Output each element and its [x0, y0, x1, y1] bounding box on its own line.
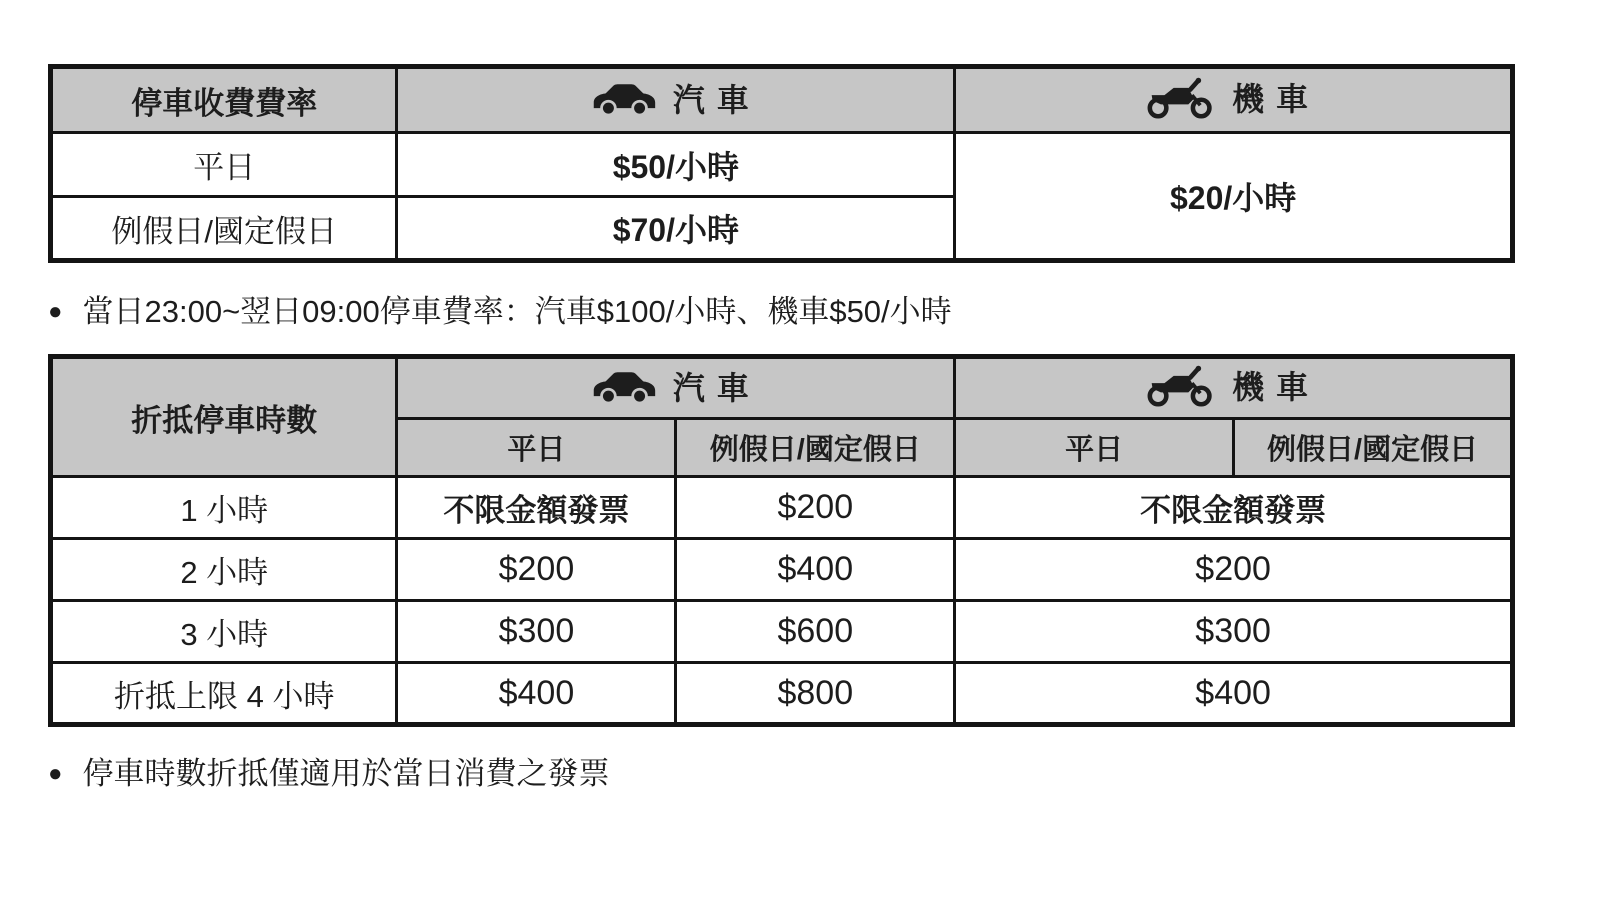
- moto-2h: $200: [955, 539, 1513, 601]
- car-weekday-rate: $50/小時: [397, 133, 955, 197]
- rates-table-title: 停車收費費率: [51, 67, 397, 133]
- deduction-row-label: 1 小時: [51, 477, 397, 539]
- motorcycle-icon: [1146, 75, 1216, 119]
- deduction-row-2h: [51, 539, 1513, 601]
- deduction-row-label: 2 小時: [51, 539, 397, 601]
- note-deduction: [48, 749, 1515, 799]
- deduction-row-label: 折抵上限 4 小時: [51, 663, 397, 725]
- deduction-row-1h: [51, 477, 1513, 539]
- motorcycle-rate: $20/小時: [955, 133, 1513, 261]
- motorcycle-group-label: 機車: [1232, 368, 1321, 405]
- bullet-icon: ●: [48, 760, 63, 787]
- car-holiday-rate: $70/小時: [397, 197, 955, 261]
- deduction-row-max4h: [51, 663, 1513, 725]
- car-group-header: [397, 357, 955, 419]
- motorcycle-icon: [1146, 363, 1216, 407]
- motorcycle-group-header: [955, 357, 1513, 419]
- deduction-table-title: 折抵停車時數: [51, 357, 397, 477]
- deduction-table: [48, 354, 1515, 727]
- car-column-label: 汽車: [672, 82, 761, 118]
- car-column-header: [397, 67, 955, 133]
- car-weekday-3h: $300: [397, 601, 676, 663]
- car-weekday-4h: $400: [397, 663, 676, 725]
- moto-1h: 不限金額發票: [955, 477, 1513, 539]
- deduction-row-label: 3 小時: [51, 601, 397, 663]
- car-holiday-4h: $800: [676, 663, 955, 725]
- rate-row-label-holiday: 例假日/國定假日: [51, 197, 397, 261]
- car-holiday-2h: $400: [676, 539, 955, 601]
- car-group-label: 汽車: [672, 370, 761, 406]
- parking-rates-table: [48, 64, 1515, 263]
- motorcycle-column-label: 機車: [1232, 80, 1321, 117]
- car-weekday-2h: $200: [397, 539, 676, 601]
- car-holiday-1h: $200: [676, 477, 955, 539]
- car-icon: [591, 79, 657, 117]
- moto-3h: $300: [955, 601, 1513, 663]
- moto-weekday-subheader: 平日: [955, 419, 1234, 477]
- note-overnight: [48, 287, 1515, 337]
- moto-holiday-subheader: 例假日/國定假日: [1234, 419, 1513, 477]
- deduction-row-3h: [51, 601, 1513, 663]
- car-holiday-subheader: 例假日/國定假日: [676, 419, 955, 477]
- moto-4h: $400: [955, 663, 1513, 725]
- note-overnight-text: 當日23:00~翌日09:00停車費率：汽車$100/小時、機車$50/小時: [82, 294, 952, 329]
- car-holiday-3h: $600: [676, 601, 955, 663]
- note-deduction-text: 停車時數折抵僅適用於當日消費之發票: [82, 756, 610, 791]
- page-content: [48, 64, 1515, 799]
- car-icon: [591, 367, 657, 405]
- car-weekday-subheader: 平日: [397, 419, 676, 477]
- rate-row-label-weekday: 平日: [51, 133, 397, 197]
- motorcycle-column-header: [955, 67, 1513, 133]
- car-weekday-1h: 不限金額發票: [397, 477, 676, 539]
- bullet-icon: ●: [48, 298, 63, 325]
